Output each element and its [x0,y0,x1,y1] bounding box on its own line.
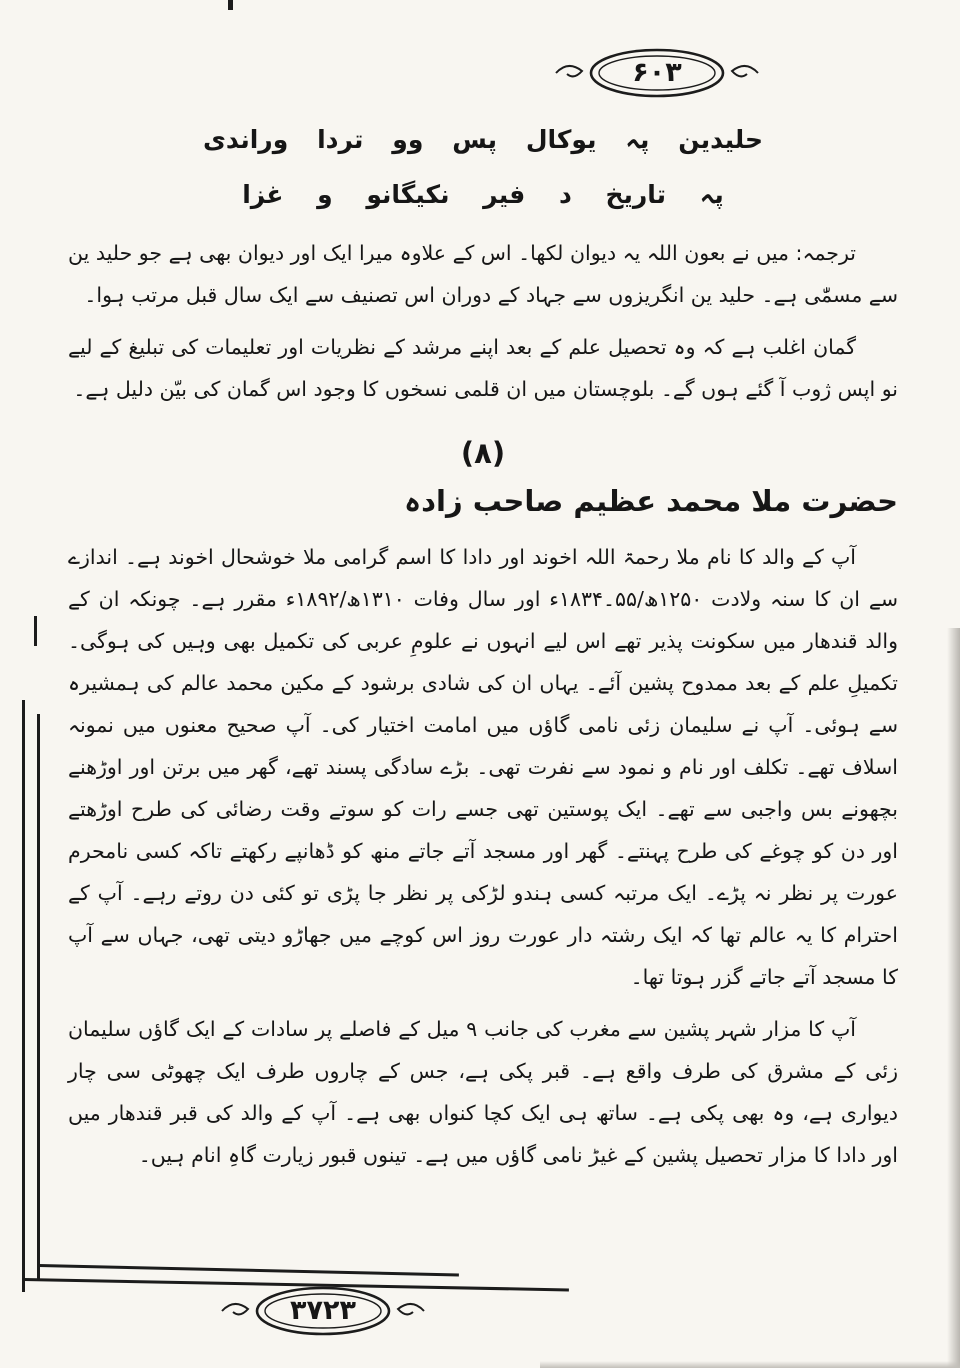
scan-shadow [947,628,960,1368]
shrine-paragraph: آپ کا مزار شہر پشین سے مغرب کی جانب ۹ میل کے فاصلے پر سادات کے ایک گاؤں سلیمان زئی کے مشرق کی طرف واقع ہے۔ قبر پکی ہے، جس کے چاروں طرف ایک چھوٹی سی چار دیواری ہے، وہ بھی پکی ہے۔ ساتھ ہی ایک کچا کنواں بھی ہے۔ آپ کے والد کی قبر قندھار میں اور دادا کا مزار تحصیل پشین کے غیڑ نامی گاؤں میں ہے۔ تینوں قبور زیارت گاہِ انام ہیں۔ [68,1017,898,1168]
top-page-number: ۶۰۳ [632,56,682,88]
page-border-line [39,1264,459,1277]
biography-paragraph: آپ کے والد کا نام ملا رحمۃ اللہ اخوند اور دادا کا اسم گرامی ملا خوشحال اخوند ہے۔ اندازے سے ان کا سنہ ولادت ۱۲۵۰ھ/۵۵۔۱۸۳۴ء اور سال وفات ۱۳۱۰ھ/۱۸۹۲ء مقرر ہے۔ چونکہ ان کے والد قندھار میں سکونت پذیر تھے اس لیے انہوں نے علومِ عربی کی تکمیل بھی وہیں کی ہوگی۔ تکمیلِ علم کے بعد ممدوح پشین آئے۔ یہاں ان کی شادی برشود کے مکین محمد عالم کی ہمشیرہ سے ہوئی۔ آپ نے سلیمان زئی نامی گاؤں میں امامت اختیار کی۔ آپ صحیح معنوں میں نمونہ اسلاف تھے۔ تکلف اور نام و نمود سے نفرت تھی۔ بڑے سادگی پسند تھے، گھر میں برتن اور اوڑھنے بچھونے بس واجبی سے تھے۔ ایک پوستین تھی جسے رات کو سوتے وقت رضائی کی طرح اوڑھتے اور دن کو چوغے کی طرح پہنتے۔ گھر اور مسجد آتے جاتے منھ کو ڈھانپے رکھتے تاکہ کسی نامحرم عورت پر نظر نہ پڑے۔ ایک مرتبہ کسی ہندو لڑکی پر نظر جا پڑی تو کئی دن روتے رہے۔ آپ کے احترام کا یہ عالم تھا کہ ایک رشتہ دار عورت روز اس کوچے میں جھاڑو دیتی تھی، جہاں سے آپ کا مسجد آتے جاتے گزر ہوتا تھا۔ [68,545,899,990]
scan-shadow [540,1361,960,1368]
scan-artifact [228,0,233,10]
section-title: حضرت ملا محمد عظیم صاحب زادہ [404,484,898,519]
verse-block [203,112,763,222]
surmise-paragraph: گمان اغلب ہے کہ وہ تحصیل علم کے بعد اپنے مرشد کے نظریات اور تعلیمات کی تبلیغ کے لیے نو اپس ژوب آ گئے ہوں گے۔ بلوچستان میں ان قلمی نسخوں کا وجود اس گمان کی بیّن دلیل ہے۔ [68,335,898,402]
section-number: (۸) [460,436,506,471]
verse-line-2: پہ تاریخ د فیر نکیگانو و غزا [242,180,724,209]
verse-line-1: حلیدین پہ یوکال پس وو تردا وراندی [203,125,763,154]
bottom-page-number: ۳۷۲۳ [290,1294,356,1326]
bottom-page-number-cartouche [218,1284,428,1338]
translation-paragraph: ترجمہ: میں نے بعون اللہ یہ دیوان لکھا۔ اس کے علاوہ میرا ایک اور دیوان بھی ہے جو حلید ین سے مسمّٰی ہے۔ حلید ین انگریزوں سے جہاد کے دوران اس تصنیف سے ایک سال قبل مرتب ہوا۔ [68,241,898,308]
